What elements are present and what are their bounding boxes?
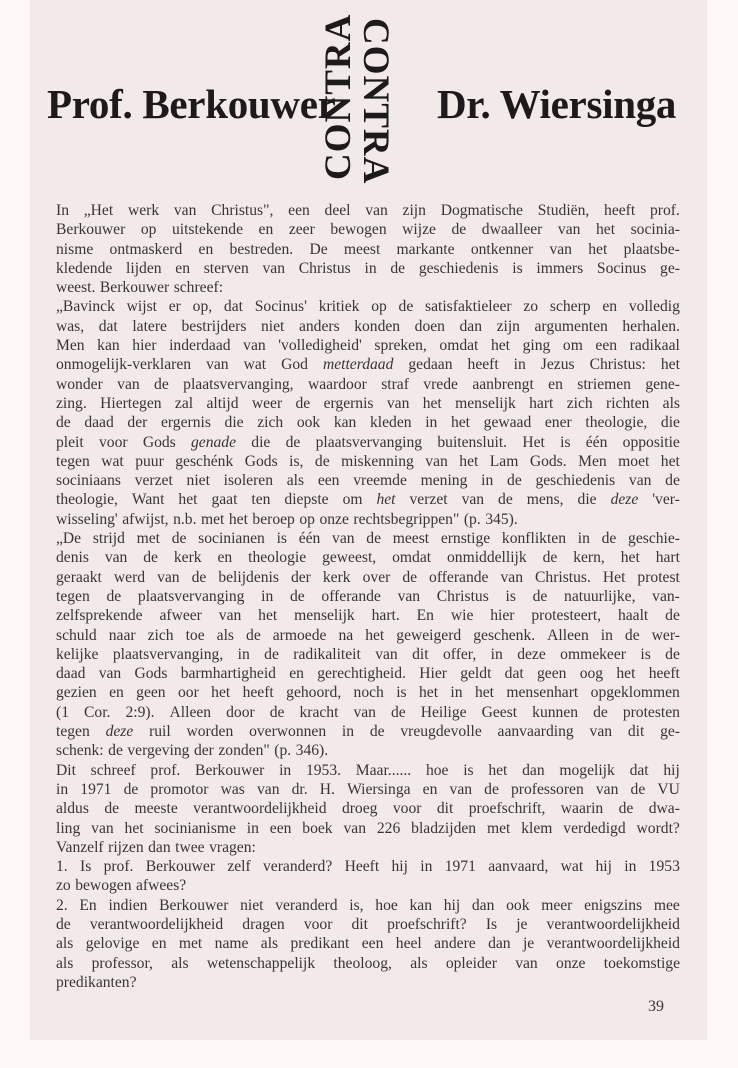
paragraph [56,297,680,529]
page-number: 39 [648,998,664,1015]
text-line: In „Het werk van Christus", een deel van zijn Dogmatische Studiën, heeft prof. [56,202,680,219]
text-line: zelfsprekende afweer van het menselijk hart. En wie hier protesteert, haalt de [56,607,680,625]
text-line: tegen wat puur geschénk Gods is, de miskenning van het Lam Gods. Men moet het [56,452,680,470]
text-line: 1. Is prof. Berkouwer zelf veranderd? Heeft hij in 1971 aanvaard, wat hij in 1953 [56,858,680,876]
text-line: (1 Cor. 2:9). Alleen door de kracht van de Heilige Geest kunnen de protesten [56,703,680,721]
text-line: Men kan hier inderdaad van 'volledigheid' spreken, omdat het ging om een radikaal [56,337,680,355]
text-line: theologie, Want het gaat ten diepste om het verzet van de mens, die deze 'ver- [56,491,680,509]
text-line: gezien en geen oor het heeft gehoord, noch is het in het mensenhart opgeklommen [56,684,680,702]
paragraph [56,761,680,857]
text-line: weest. Berkouwer schreef: [56,279,224,297]
text-line: pleit voor Gods genade die de plaatsvervanging buitensluit. Het is één oppositie [56,433,680,451]
text-line: geraakt werd van de belijdenis der kerk over de offerande van Christus. Het protest [56,568,680,586]
text-line: kelijke plaatsvervanging, in de radikaliteit van dit offer, in deze ommekeer is de [56,645,680,663]
text-line: schuld naar zich toe als de armoede na het geweigerd geschenk. Alleen in de wer- [56,626,680,644]
text-line: kledende lijden en sterven van Christus in de geschiedenis is immers Socinus ge- [56,259,680,277]
text-line: de daad der ergernis die zich ook kan kleden in het gewaad ener theologie, die [56,414,680,432]
text-line: Vanzelf rijzen dan twee vragen: [56,838,256,856]
text-line: zing. Hiertegen zal altijd weer de ergernis van het menselijk hart zich richten als [56,394,680,412]
contra-vertical-up: CONTRA [318,13,359,180]
paragraph [56,857,680,896]
paragraph [56,201,680,297]
text-line: de verantwoordelijkheid dragen voor dit proefschrift? Is je verantwoordelijkheid [56,915,680,933]
text-line: 2. En indien Berkouwer niet veranderd is, hoe kan hij dan ook meer enigszins mee [56,896,680,914]
text-line: aldus de meeste verantwoordelijkheid droeg voor dit proefschrift, waarin de dwa- [56,800,680,818]
contra-vertical-down: CONTRA [355,18,396,185]
text-line: was, dat latere bestrijders niet anders konden doen dan zijn argumenten herhalen. [56,317,680,335]
paragraph [56,896,680,992]
text-line: tegen deze ruil worden overwonnen in de vreugdevolle aanvaarding van dit ge- [56,723,680,741]
text-line: als gelovige en met name als predikant een heel andere dan je verantwoordelijkheid [56,935,680,953]
text-line: schenk: de vergeving der zonden" (p. 346). [56,742,329,760]
text-line: onmogelijk-verklaren van wat God metterdaad gedaan heeft in Jezus Christus: het [56,356,680,374]
text-line: nisme ontmaskerd en bestreden. De meest markante ontkenner van het plaatsbe- [56,240,680,258]
text-line: tegen de plaatsvervanging in de offerande van Christus is de natuurlijke, van- [56,587,680,605]
text-line: ling van het socinianisme in een boek van 226 bladzijden met klem verdedigd wordt? [56,819,680,837]
text-line: „Bavinck wijst er op, dat Socinus' kritiek op de satisfaktieleer zo scherp en volledig [56,298,680,316]
text-line: Dit schreef prof. Berkouwer in 1953. Maar...... hoe is het dan mogelijk dat hij [56,761,680,779]
text-line: predikanten? [56,973,137,991]
text-line: daad van Gods barmhartigheid en gerechtigheid. Hier geldt dat geen oog het heeft [56,665,680,683]
text-line: sociniaans verzet niet isoleren als een vreemde mening in de geschiedenis van de [56,472,680,490]
text-line: denis van de kerk en theologie geweest, omdat onmiddellijk de kern, het hart [56,549,680,567]
text-line: als professor, als wetenschappelijk theoloog, als opleider van onze toekomstige [56,954,680,972]
text-line: in 1971 de promotor was van dr. H. Wiersinga en van de professoren van de VU [56,780,680,798]
document-page [30,0,707,1040]
text-line: Berkouwer op uitstekende en zeer bewogen wijze de dwaalleer van het socinia- [56,221,680,239]
article-body [56,201,680,992]
text-line: zo bewogen afwees? [56,877,187,895]
text-line: wonder van de plaatsvervanging, waardoor straf vrede aanbrengt en striemen gene- [56,375,680,393]
title-left-name: Prof. Berkouwer [47,81,336,127]
paragraph [56,529,680,761]
title-right-name: Dr. Wiersinga [437,81,677,127]
text-line: „De strijd met de socinianen is één van de meest ernstige konflikten in de geschie- [56,530,680,548]
text-line: wisseling' afwijst, n.b. met het beroep op onze rechtsbegrippen" (p. 345). [56,510,518,528]
